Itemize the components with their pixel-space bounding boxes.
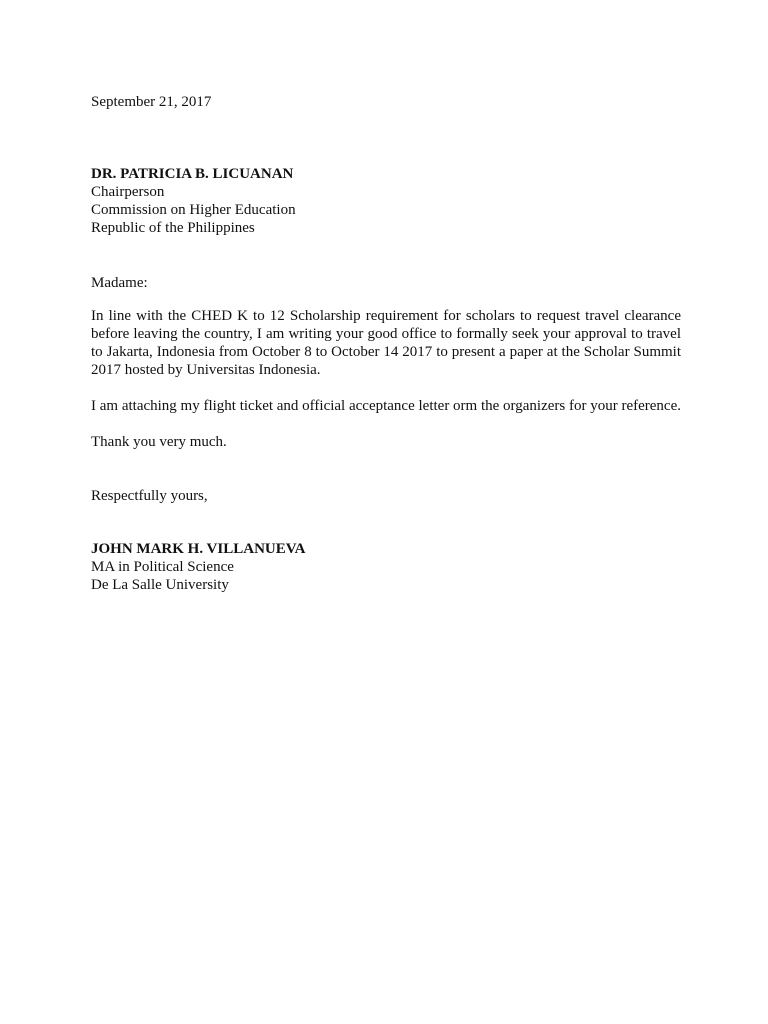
body-paragraph-1 [91,307,681,379]
sender-institution: De La Salle University [91,577,229,593]
body-paragraph-1-line: In line with the CHED K to 12 Scholarship requirement for scholars to request travel clearance [91,308,681,324]
salutation: Madame: [91,275,148,291]
sender-degree: MA in Political Science [91,559,234,575]
recipient-organization: Commission on Higher Education [91,202,296,218]
letter-date: September 21, 2017 [91,94,212,110]
sender-name: JOHN MARK H. VILLANUEVA [91,541,306,557]
body-paragraph-1-line: before leaving the country, I am writing your good office to formally seek your approval to travel [91,326,681,342]
body-paragraph-3: Thank you very much. [91,434,227,450]
closing: Respectfully yours, [91,488,208,504]
body-paragraph-2: I am attaching my flight ticket and official acceptance letter orm the organizers for your reference. [91,398,682,414]
recipient-title: Chairperson [91,184,165,200]
recipient-country: Republic of the Philippines [91,220,255,236]
body-paragraph-1-line: to Jakarta, Indonesia from October 8 to October 14 2017 to present a paper at the Scholar Summit [91,344,681,360]
recipient-name: DR. PATRICIA B. LICUANAN [91,166,294,182]
body-paragraph-1-line: 2017 hosted by Universitas Indonesia. [91,362,321,378]
